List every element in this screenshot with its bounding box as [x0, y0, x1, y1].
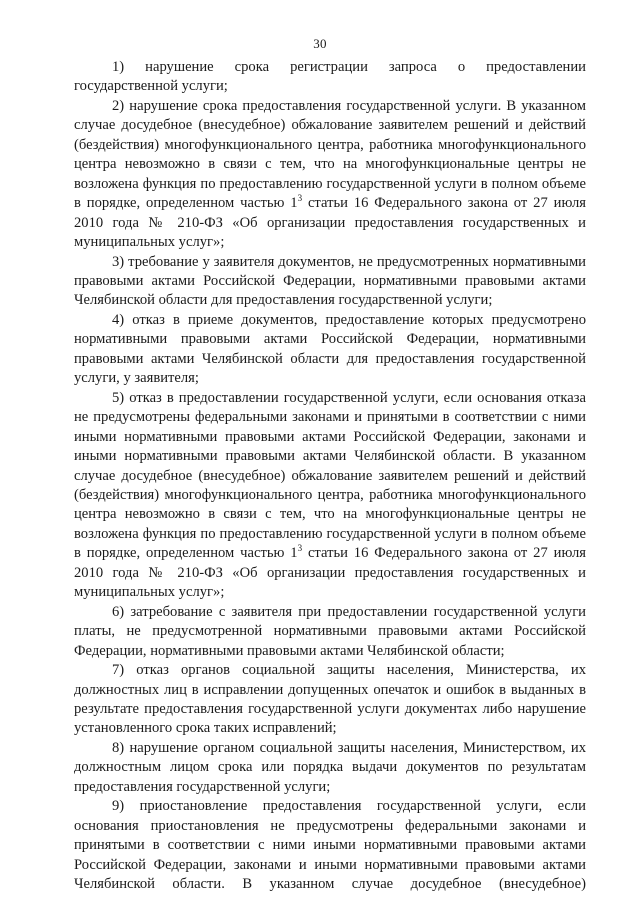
- list-item-6: 6) затребование с заявителя при предоставлении государственной услуги платы, не предусмотренной нормативными правовыми актами Российской Федерации, нормативными правовыми актами Челябинской области;: [74, 603, 586, 659]
- superscript: 3: [297, 543, 303, 554]
- document-body: [74, 58, 586, 894]
- list-item-4: 4) отказ в приеме документов, предоставление которых предусмотрено нормативными правовыми актами Российской Федерации, нормативными правовыми актами Челябинской области для предоставления государственной услуги, у заявителя;: [74, 311, 586, 387]
- list-item-2: 2) нарушение срока предоставления государственной услуги. В указанном случае досудебное (внесудебное) обжалование заявителем решений и действий (бездействия) многофункционального центра, работника многофункционального центра невозможно в связи с тем, что на многофункциональные центры не возложена функция по предоставлению государственной услуги в полном объеме в порядке, определенном частью $1^3$ статьи 16 Федерального закона от 27 июля 2010 года № 210-ФЗ «Об организации предоставления государственных и муниципальных услуг»;: [74, 97, 586, 251]
- list-item-9: 9) приостановление предоставления государственной услуги, если основания приостановления не предусмотрены федеральными законами и принятыми в соответствии с ними иными нормативными правовыми актами Российской Федерации, законами и иными нормативными правовыми актами Челябинской области. В указанном случае досудебное (внесудебное): [74, 798, 586, 893]
- superscript: 3: [297, 193, 303, 204]
- list-item-7: 7) отказ органов социальной защиты населения, Министерства, их должностных лиц в исправлении допущенных опечаток и ошибок в выданных в результате предоставления государственной услуги документах либо нарушение установленного срока таких исправлений;: [74, 662, 586, 737]
- list-item-1: 1) нарушение срока регистрации запроса о предоставлении государственной услуги;: [74, 59, 586, 95]
- list-item-5: 5) отказ в предоставлении государственной услуги, если основания отказа не предусмотрены федеральными законами и принятыми в соответствии с ними иными нормативными правовыми актами Российской Федерации, законами и иными нормативными правовыми актами Челябинской области. В указанном случае досудебное (внесудебное) обжалование заявителем решений и действий (бездействия) многофункционального центра, работника многофункционального центра невозможно в связи с тем, что на многофункциональные центры не возложена функция по предоставлению государственной услуги в полном объеме в порядке, определенном частью $1^3$ статьи 16 Федерального закона от 27 июля 2010 года № 210-ФЗ «Об организации предоставления государственных и муниципальных услуг»;: [74, 389, 586, 601]
- page-number: 30: [313, 36, 327, 51]
- list-item-3: 3) требование у заявителя документов, не предусмотренных нормативными правовыми актами Российской Федерации, нормативными правовыми актами Челябинской области для предоставления государственной услуги;: [74, 253, 586, 309]
- list-item-8: 8) нарушение органом социальной защиты населения, Министерством, их должностным лицом срока или порядка выдачи документов по результатам предоставления государственной услуги;: [74, 739, 586, 795]
